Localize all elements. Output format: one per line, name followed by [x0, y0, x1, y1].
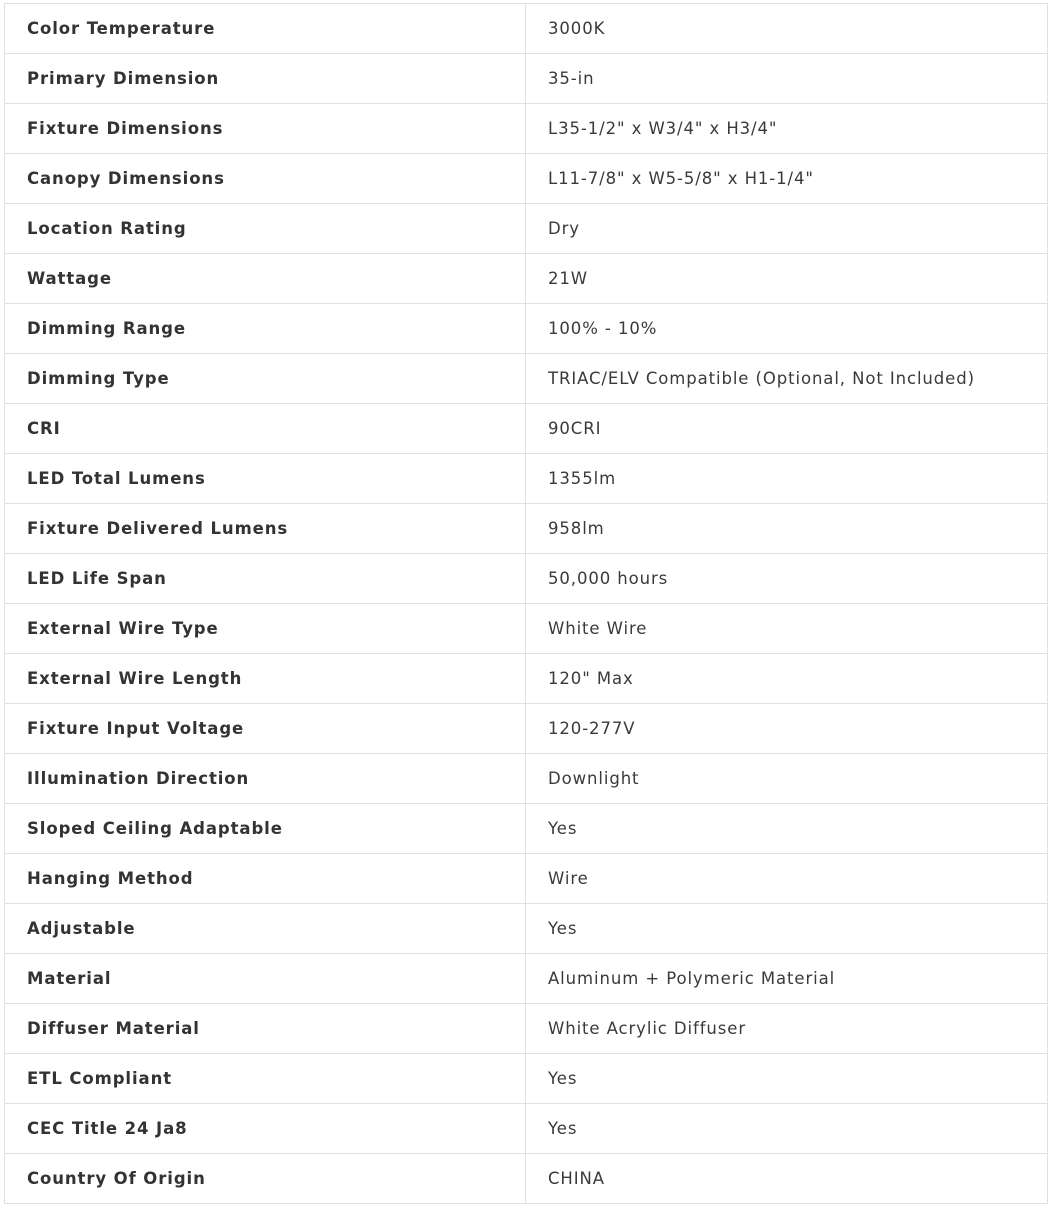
table-row — [5, 154, 1048, 204]
spec-label: CEC Title 24 Ja8 — [5, 1104, 526, 1154]
table-row — [5, 954, 1048, 1004]
spec-value: Wire — [526, 854, 1048, 904]
spec-label: Fixture Delivered Lumens — [5, 504, 526, 554]
table-row — [5, 854, 1048, 904]
table-row — [5, 654, 1048, 704]
table-row — [5, 1054, 1048, 1104]
spec-value: White Acrylic Diffuser — [526, 1004, 1048, 1054]
spec-value: L11-7/8" x W5-5/8" x H1-1/4" — [526, 154, 1048, 204]
spec-label: Material — [5, 954, 526, 1004]
spec-value: Yes — [526, 1054, 1048, 1104]
spec-label: Location Rating — [5, 204, 526, 254]
table-row — [5, 504, 1048, 554]
spec-label: Color Temperature — [5, 4, 526, 54]
table-row — [5, 454, 1048, 504]
spec-label: Fixture Input Voltage — [5, 704, 526, 754]
spec-value: Yes — [526, 804, 1048, 854]
spec-label: Hanging Method — [5, 854, 526, 904]
table-row — [5, 54, 1048, 104]
spec-value: Downlight — [526, 754, 1048, 804]
spec-label: Adjustable — [5, 904, 526, 954]
spec-label: Dimming Type — [5, 354, 526, 404]
spec-label: ETL Compliant — [5, 1054, 526, 1104]
spec-value: Yes — [526, 904, 1048, 954]
table-row — [5, 604, 1048, 654]
spec-value: Dry — [526, 204, 1048, 254]
spec-value: TRIAC/ELV Compatible (Optional, Not Included) — [526, 354, 1048, 404]
spec-label: Country Of Origin — [5, 1154, 526, 1204]
table-row — [5, 804, 1048, 854]
table-row — [5, 554, 1048, 604]
spec-label: LED Life Span — [5, 554, 526, 604]
spec-label: CRI — [5, 404, 526, 454]
spec-label: External Wire Length — [5, 654, 526, 704]
spec-value: CHINA — [526, 1154, 1048, 1204]
spec-value: 50,000 hours — [526, 554, 1048, 604]
spec-value: 21W — [526, 254, 1048, 304]
spec-value: 958lm — [526, 504, 1048, 554]
spec-label: Primary Dimension — [5, 54, 526, 104]
spec-value: Yes — [526, 1104, 1048, 1154]
table-row — [5, 4, 1048, 54]
spec-label: Fixture Dimensions — [5, 104, 526, 154]
table-row — [5, 254, 1048, 304]
table-row — [5, 1004, 1048, 1054]
table-row — [5, 904, 1048, 954]
spec-label: LED Total Lumens — [5, 454, 526, 504]
spec-value: 3000K — [526, 4, 1048, 54]
spec-label: Diffuser Material — [5, 1004, 526, 1054]
spec-value: White Wire — [526, 604, 1048, 654]
spec-value: 120-277V — [526, 704, 1048, 754]
table-row — [5, 754, 1048, 804]
table-row — [5, 1154, 1048, 1204]
table-row — [5, 104, 1048, 154]
table-row — [5, 354, 1048, 404]
spec-label: External Wire Type — [5, 604, 526, 654]
spec-value: L35-1/2" x W3/4" x H3/4" — [526, 104, 1048, 154]
spec-label: Illumination Direction — [5, 754, 526, 804]
spec-value: Aluminum + Polymeric Material — [526, 954, 1048, 1004]
spec-label: Canopy Dimensions — [5, 154, 526, 204]
table-row — [5, 1104, 1048, 1154]
table-row — [5, 704, 1048, 754]
spec-value: 100% - 10% — [526, 304, 1048, 354]
spec-label: Wattage — [5, 254, 526, 304]
table-row — [5, 204, 1048, 254]
spec-value: 1355lm — [526, 454, 1048, 504]
table-row — [5, 404, 1048, 454]
spec-value: 120" Max — [526, 654, 1048, 704]
specifications-table — [4, 3, 1048, 1204]
spec-label: Sloped Ceiling Adaptable — [5, 804, 526, 854]
spec-value: 35-in — [526, 54, 1048, 104]
spec-label: Dimming Range — [5, 304, 526, 354]
table-row — [5, 304, 1048, 354]
spec-value: 90CRI — [526, 404, 1048, 454]
specifications-table-body — [5, 4, 1048, 1204]
